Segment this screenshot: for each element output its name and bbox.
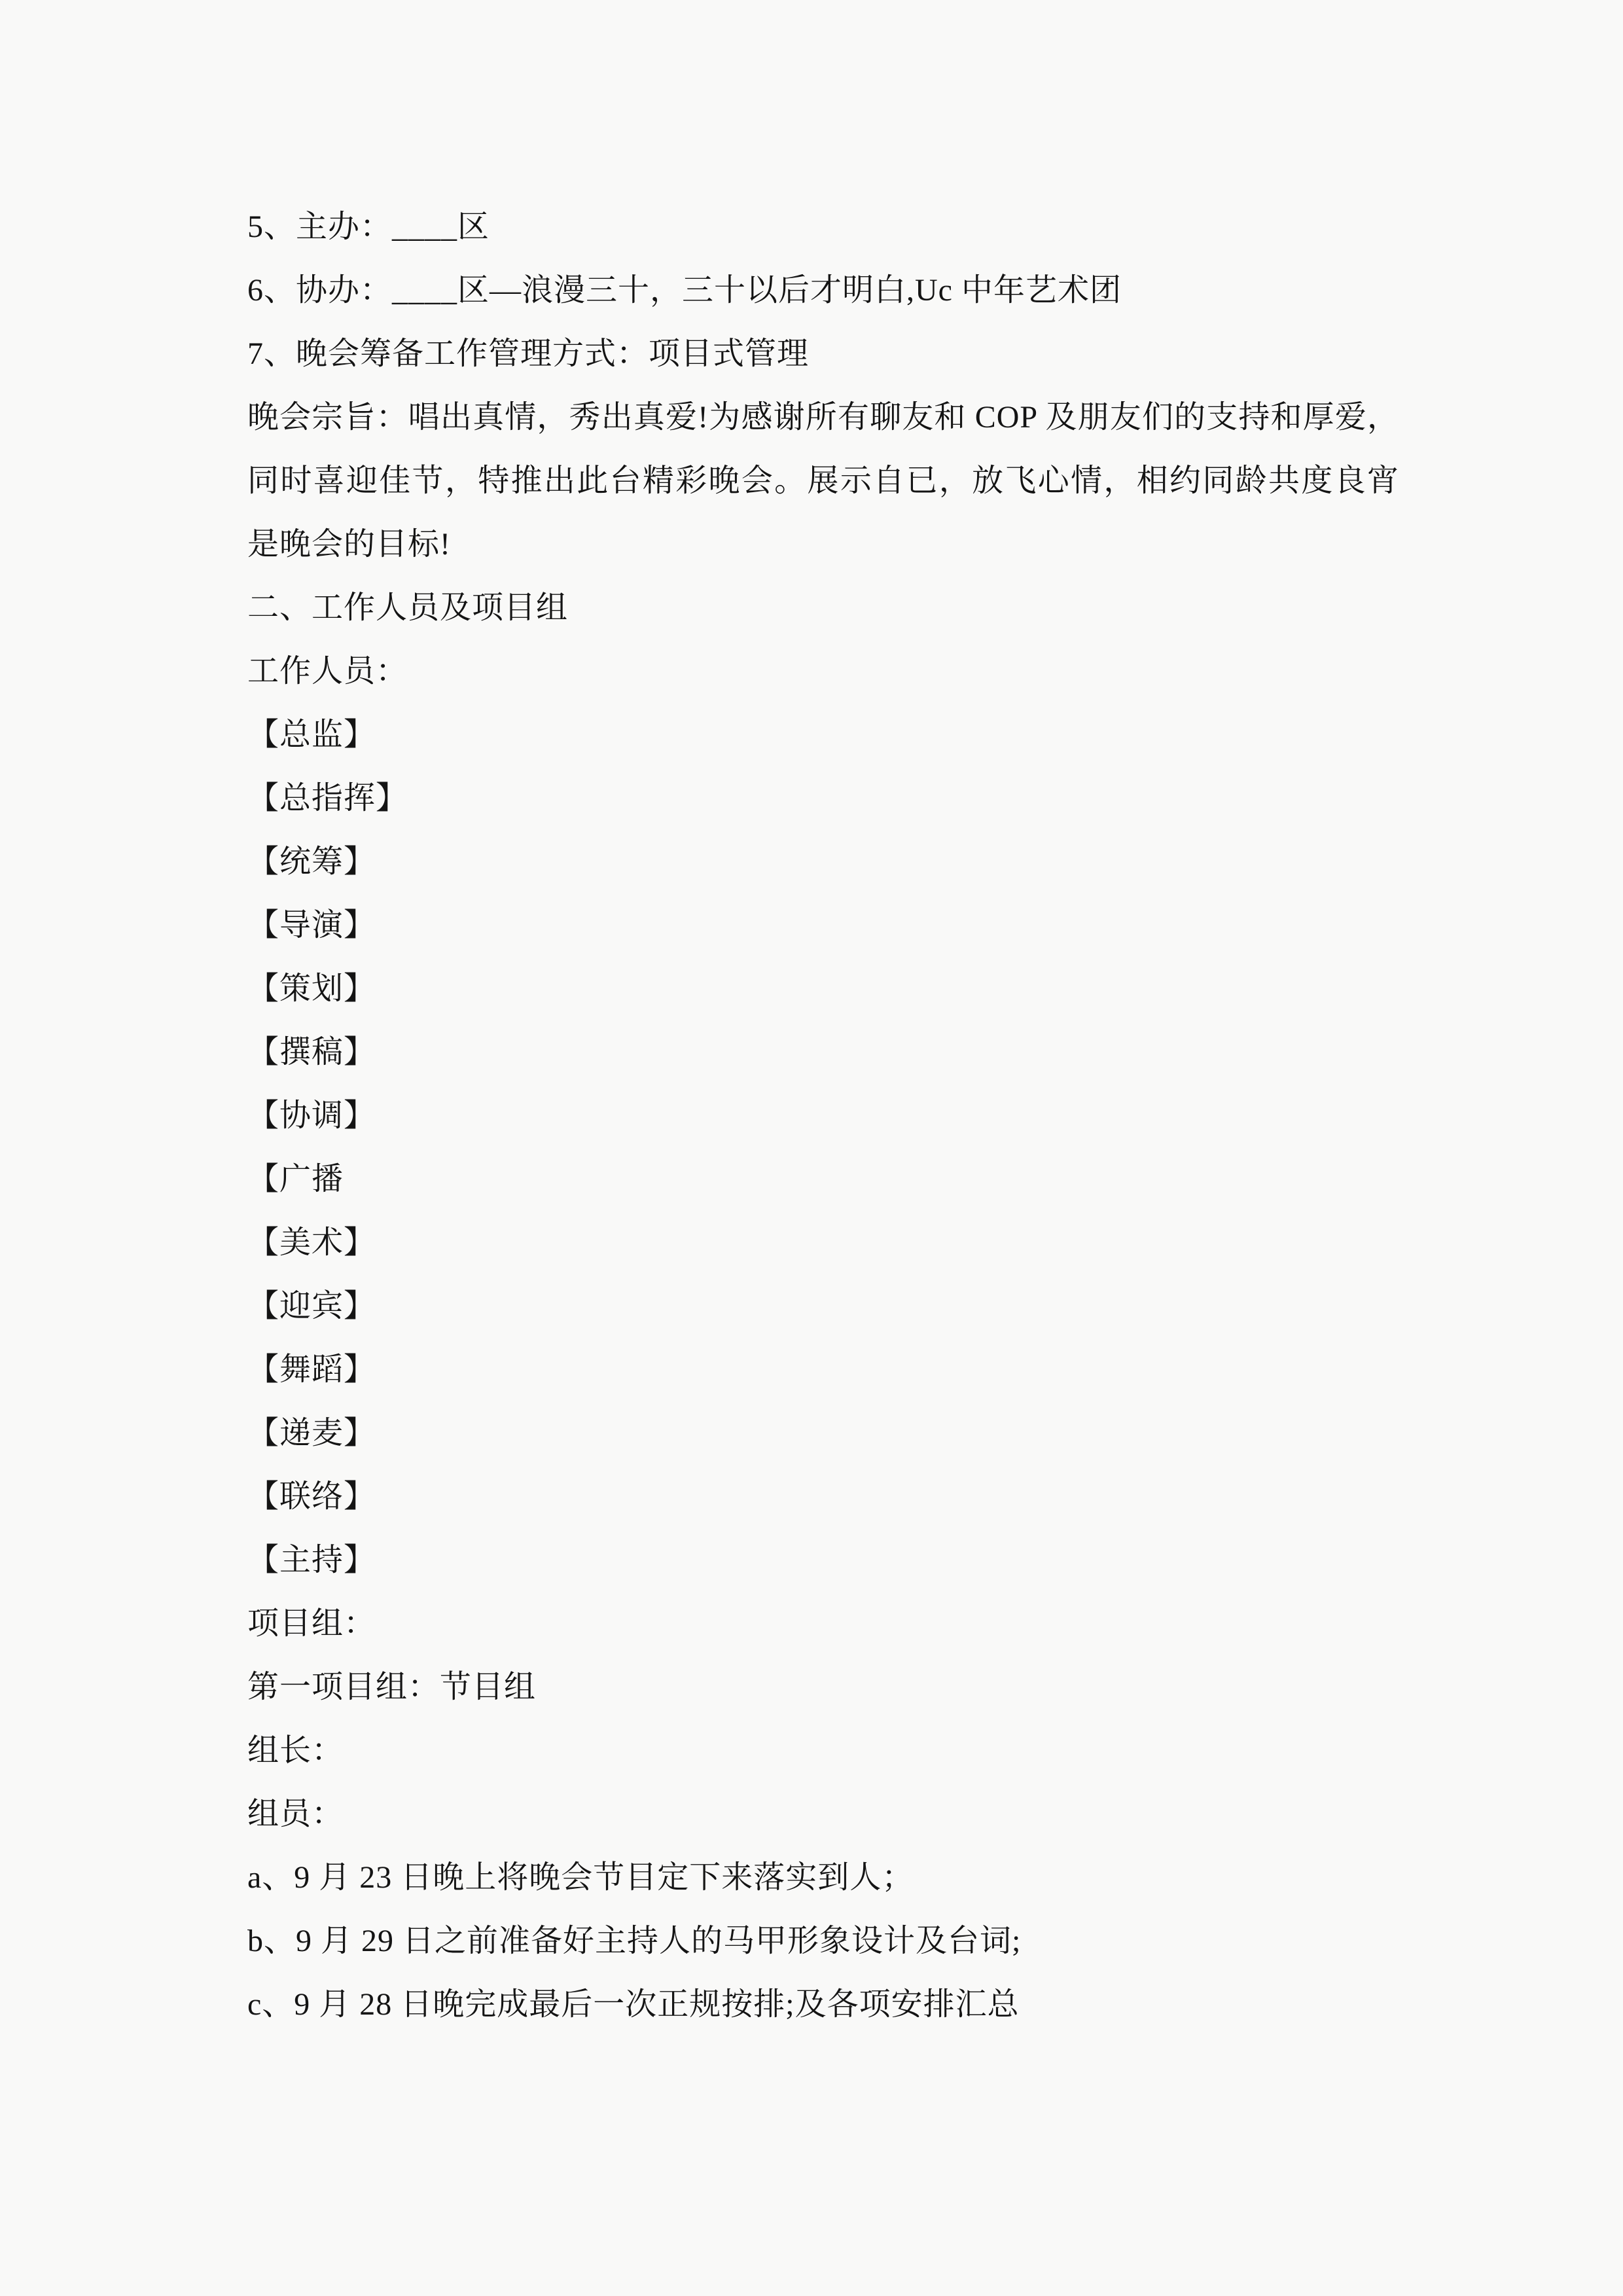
document-line: 【协调】 [247, 1098, 376, 1133]
document-line: 【广播 [247, 1162, 344, 1196]
document-line: 7、晚会筹备工作管理方式：项目式管理 [247, 336, 810, 371]
document-line: 【联络】 [247, 1479, 376, 1514]
document-line: 同时喜迎佳节，特推出此台精彩晚会。展示自已，放飞心情，相约同龄共度良宵 [247, 463, 1399, 498]
document-line: 【主持】 [247, 1543, 376, 1577]
document-line: 【递麦】 [247, 1416, 376, 1450]
document-line: a、9 月 23 日晚上将晚会节目定下来落实到人； [247, 1860, 914, 1895]
document-line: 【舞蹈】 [247, 1352, 376, 1387]
document-line: 是晚会的目标! [247, 527, 451, 562]
document-line: c、9 月 28 日晚完成最后一次正规按排;及各项安排汇总 [247, 1987, 1020, 2022]
document-line: 组长： [247, 1733, 344, 1768]
document-line: 【导演】 [247, 908, 376, 942]
document-line: 晚会宗旨：唱出真情，秀出真爱!为感谢所有聊友和 COP 及朋友们的支持和厚爱， [247, 400, 1399, 435]
document-line: 【美术】 [247, 1225, 376, 1260]
document-content [247, 195, 1399, 2036]
document-line: 【总监】 [247, 717, 376, 752]
document-line: 【策划】 [247, 971, 376, 1006]
document-line: 5、主办：____区 [247, 209, 490, 244]
document-line: 项目组： [247, 1606, 376, 1641]
document-line: 组员： [247, 1797, 344, 1831]
document-line: 【总指挥】 [247, 781, 408, 816]
document-line: 【迎宾】 [247, 1289, 376, 1323]
document-line: 工作人员： [247, 654, 408, 689]
document-line: 【统筹】 [247, 844, 376, 879]
document-line: b、9 月 29 日之前准备好主持人的马甲形象设计及台词; [247, 1924, 1022, 1958]
document-line: 【撰稿】 [247, 1035, 376, 1069]
document-line: 第一项目组：节目组 [247, 1670, 537, 1704]
document-line: 6、协办：____区—浪漫三十，三十以后才明白,Uc 中年艺术团 [247, 273, 1122, 308]
document-line: 二、工作人员及项目组 [247, 590, 569, 625]
